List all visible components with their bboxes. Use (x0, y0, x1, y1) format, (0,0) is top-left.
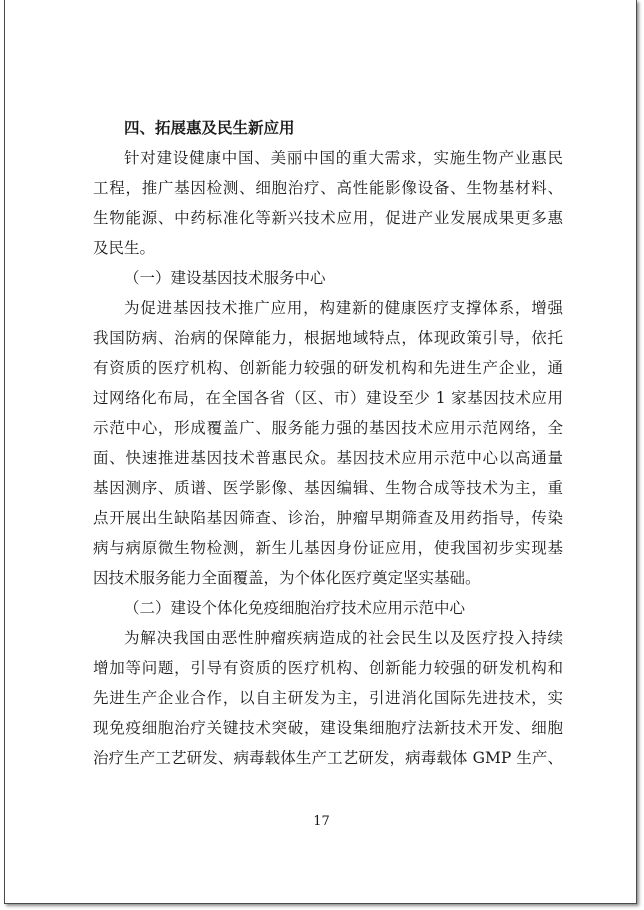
text-line: 因技术服务能力全面覆盖，为个体化医疗奠定坚实基础。 (93, 569, 481, 587)
text-line: 先进生产企业合作，以自主研发为主，引进消化国际先进技术，实 (93, 689, 563, 707)
text-line: 过网络化布局，在全国各省（区、市）建设至少 1 家基因技术应用 (93, 389, 563, 407)
text-line: 我国防病、治病的保障能力，根据地域特点，体现政策引导，依托 (93, 329, 563, 347)
subsection-heading: （一）建设基因技术服务中心 (124, 269, 326, 287)
text-line: 治疗生产工艺研发、病毒载体生产工艺研发，病毒载体 GMP 生产、 (93, 749, 563, 767)
text-line: 病与病原微生物检测，新生儿基因身份证应用，使我国初步实现基 (93, 539, 563, 557)
text-line: 生物能源、中药标准化等新兴技术应用，促进产业发展成果更多惠 (93, 209, 563, 227)
text-line: 为解决我国由恶性肿瘤疾病造成的社会民生以及医疗投入持续 (124, 629, 563, 647)
subsection-paragraph (93, 623, 563, 773)
text-line: 示范中心，形成覆盖广、服务能力强的基因技术应用示范网络，全 (93, 419, 563, 437)
subsection-heading: （二）建设个体化免疫细胞治疗技术应用示范中心 (124, 599, 466, 617)
text-line: 及民生。 (93, 239, 156, 257)
section-intro-paragraph (93, 143, 563, 263)
text-line: 基因测序、质谱、医学影像、基因编辑、生物合成等技术为主，重 (93, 479, 563, 497)
subsection-paragraph (93, 293, 563, 593)
text-line: 工程，推广基因检测、细胞治疗、高性能影像设备、生物基材料、 (93, 179, 563, 197)
text-line: 现免疫细胞治疗关键技术突破，建设集细胞疗法新技术开发、细胞 (93, 719, 563, 737)
text-line: 为促进基因技术推广应用，构建新的健康医疗支撑体系，增强 (124, 299, 563, 317)
text-line: 有资质的医疗机构、创新能力较强的研发机构和先进生产企业，通 (93, 359, 563, 377)
text-line: 针对建设健康中国、美丽中国的重大需求，实施生物产业惠民 (124, 149, 563, 167)
text-line: 面、快速推进基因技术普惠民众。基因技术应用示范中心以高通量 (93, 449, 563, 467)
text-line: 增加等问题，引导有资质的医疗机构、创新能力较强的研发机构和 (93, 659, 563, 677)
document-page (4, 0, 637, 904)
page-number: 17 (313, 814, 330, 829)
section-heading: 四、拓展惠及民生新应用 (124, 119, 295, 137)
page-content (93, 113, 563, 773)
text-line: 点开展出生缺陷基因筛查、诊治，肿瘤早期筛查及用药指导，传染 (93, 509, 563, 527)
